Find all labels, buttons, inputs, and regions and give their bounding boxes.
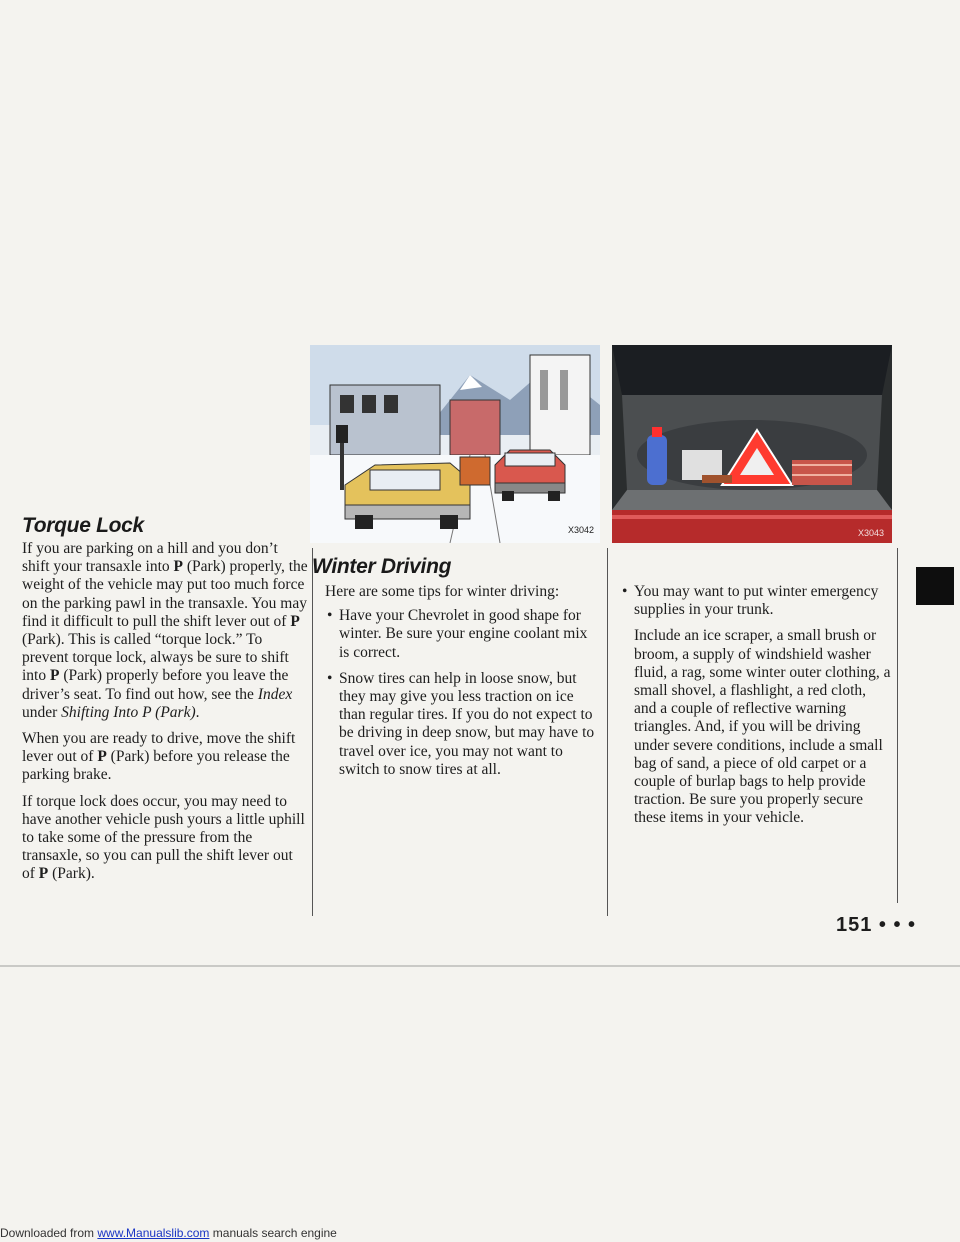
winter-driving-column bbox=[325, 583, 600, 787]
torque-lock-paragraph-3: If torque lock does occur, you may need to have another vehicle push yours a little uphill to take some of the pressure from the transaxle, so you can pull the shift lever out of P (Park). bbox=[22, 792, 305, 883]
page-number: 151 • • • bbox=[836, 914, 917, 936]
street-illustration-code: X3042 bbox=[568, 525, 595, 535]
winter-supplies-paragraph: Include an ice scraper, a small brush or broom, a supply of windshield washer fluid, a rag, some winter outer clothing, a small shovel, a flashlight, a red cloth, and a couple of reflective warning triangles. And, if you will be driving under severe conditions, include a small bag of sand, a piece of old carpet or a couple of burlap bags to help provide traction. Be sure you properly secure these items in your vehicle. bbox=[634, 627, 891, 827]
page-bottom-rule bbox=[0, 965, 960, 967]
footer-prefix: Downloaded from bbox=[0, 1226, 98, 1240]
column-divider-3 bbox=[897, 548, 898, 903]
torque-lock-paragraph-1: If you are parking on a hill and you don’t shift your transaxle into P (Park) properly, the weight of the vehicle may put too much force on the parking pawl in the transaxle. You may find it difficult to pull the shift lever out of P (Park). This is called “torque lock.” To prevent torque lock, always be sure to shift into P (Park) properly before you leave the driver’s seat. To find out how, see the Index under Shifting Into P (Park). bbox=[22, 540, 308, 721]
footer-suffix: manuals search engine bbox=[209, 1226, 337, 1240]
winter-bullet-2: • Snow tires can help in loose snow, but they may give you less traction on ice than regular tires. If you do not expect to be driving in deep snow, but may have to travel over ice, you may not want to switch to snow tires at all. bbox=[325, 670, 600, 779]
column-divider-1 bbox=[312, 548, 313, 916]
download-footer bbox=[0, 1226, 337, 1240]
trunk-illustration-code: X3043 bbox=[858, 528, 885, 538]
section-tab-marker bbox=[916, 567, 954, 605]
trunk-supplies-illustration bbox=[612, 345, 892, 543]
winter-intro: Here are some tips for winter driving: bbox=[325, 583, 560, 600]
winter-bullet-1: • Have your Chevrolet in good shape for winter. Be sure your engine coolant mix is correct. bbox=[325, 607, 600, 662]
winter-driving-heading: Winter Driving bbox=[312, 555, 452, 578]
winter-street-illustration bbox=[310, 345, 600, 543]
torque-lock-paragraph-2: When you are ready to drive, move the shift lever out of P (Park) before you release the parking brake. bbox=[22, 730, 296, 784]
torque-lock-column bbox=[22, 540, 308, 892]
winter-supplies-column bbox=[620, 583, 892, 836]
winter-supplies-bullet: • You may want to put winter emergency supplies in your trunk. bbox=[620, 583, 892, 619]
column-divider-2 bbox=[607, 548, 608, 916]
torque-lock-heading: Torque Lock bbox=[22, 514, 144, 537]
manualslib-link[interactable]: www.Manualslib.com bbox=[97, 1226, 210, 1240]
